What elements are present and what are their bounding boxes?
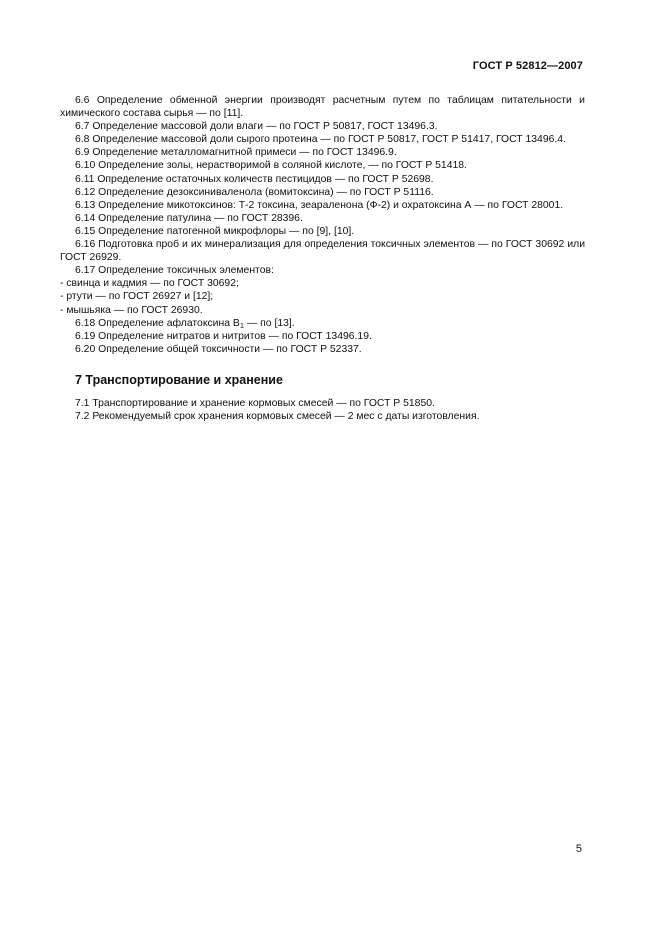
paragraph-6-18 <box>60 317 585 330</box>
section-7-title: 7 Транспортирование и хранение <box>75 372 283 387</box>
paragraph-6-13: 6.13 Определение микотоксинов: Т-2 токсина, зеараленона (Ф-2) и охратоксина А — по ГОСТ 28001. <box>75 199 564 211</box>
paragraph-6-16: 6.16 Подготовка проб и их минерализация для определения токсичных элементов — по ГОСТ 30692 или ГОСТ 26929. <box>60 239 585 264</box>
list-item: - ртути — по ГОСТ 26927 и [12]; <box>60 291 214 303</box>
list-item: - мышьяка — по ГОСТ 26930. <box>60 304 203 316</box>
paragraph-6-18-subscript: 1 <box>239 320 244 330</box>
paragraph-7-1: 7.1 Транспортирование и хранение кормовых смесей — по ГОСТ Р 51850. <box>75 397 435 409</box>
paragraph-6-20: 6.20 Определение общей токсичности — по ГОСТ Р 52337. <box>75 343 362 355</box>
list-item: - свинца и кадмия — по ГОСТ 30692; <box>60 278 239 290</box>
paragraph-6-17: 6.17 Определение токсичных элементов: <box>75 265 274 277</box>
paragraph-6-14: 6.14 Определение патулина — по ГОСТ 28396. <box>75 212 303 224</box>
paragraph-6-18-text: 6.18 Определение афлатоксина B <box>75 317 240 329</box>
paragraph-6-19: 6.19 Определение нитратов и нитритов — по ГОСТ 13496.19. <box>75 330 372 342</box>
paragraph-6-18-ref: — по [13]. <box>244 317 295 329</box>
paragraph-6-7: 6.7 Определение массовой доли влаги — по ГОСТ Р 50817, ГОСТ 13496.3. <box>75 121 438 133</box>
document-body <box>60 94 585 423</box>
page-number: 5 <box>575 843 582 855</box>
paragraph-6-11: 6.11 Определение остаточных количеств пестицидов — по ГОСТ Р 52698. <box>75 173 434 185</box>
paragraph-6-10: 6.10 Определение золы, нерастворимой в соляной кислоте, — по ГОСТ Р 51418. <box>75 160 467 172</box>
paragraph-6-8: 6.8 Определение массовой доли сырого протеина — по ГОСТ Р 50817, ГОСТ Р 51417, ГОСТ 13496.4. <box>75 134 566 146</box>
paragraph-6-9: 6.9 Определение металломагнитной примеси — по ГОСТ 13496.9. <box>75 147 397 159</box>
paragraph-6-15: 6.15 Определение патогенной микрофлоры — по [9], [10]. <box>75 225 355 237</box>
document-code-header: ГОСТ Р 52812—2007 <box>472 60 583 72</box>
paragraph-6-6: 6.6 Определение обменной энергии производят расчетным путем по таблицам питательности и химического состава сырья — по [11]. <box>60 95 585 120</box>
paragraph-6-12: 6.12 Определение дезоксиниваленола (вомитоксина) — по ГОСТ Р 51116. <box>75 186 434 198</box>
paragraph-7-2: 7.2 Рекомендуемый срок хранения кормовых смесей — 2 мес с даты изготовления. <box>75 411 480 423</box>
